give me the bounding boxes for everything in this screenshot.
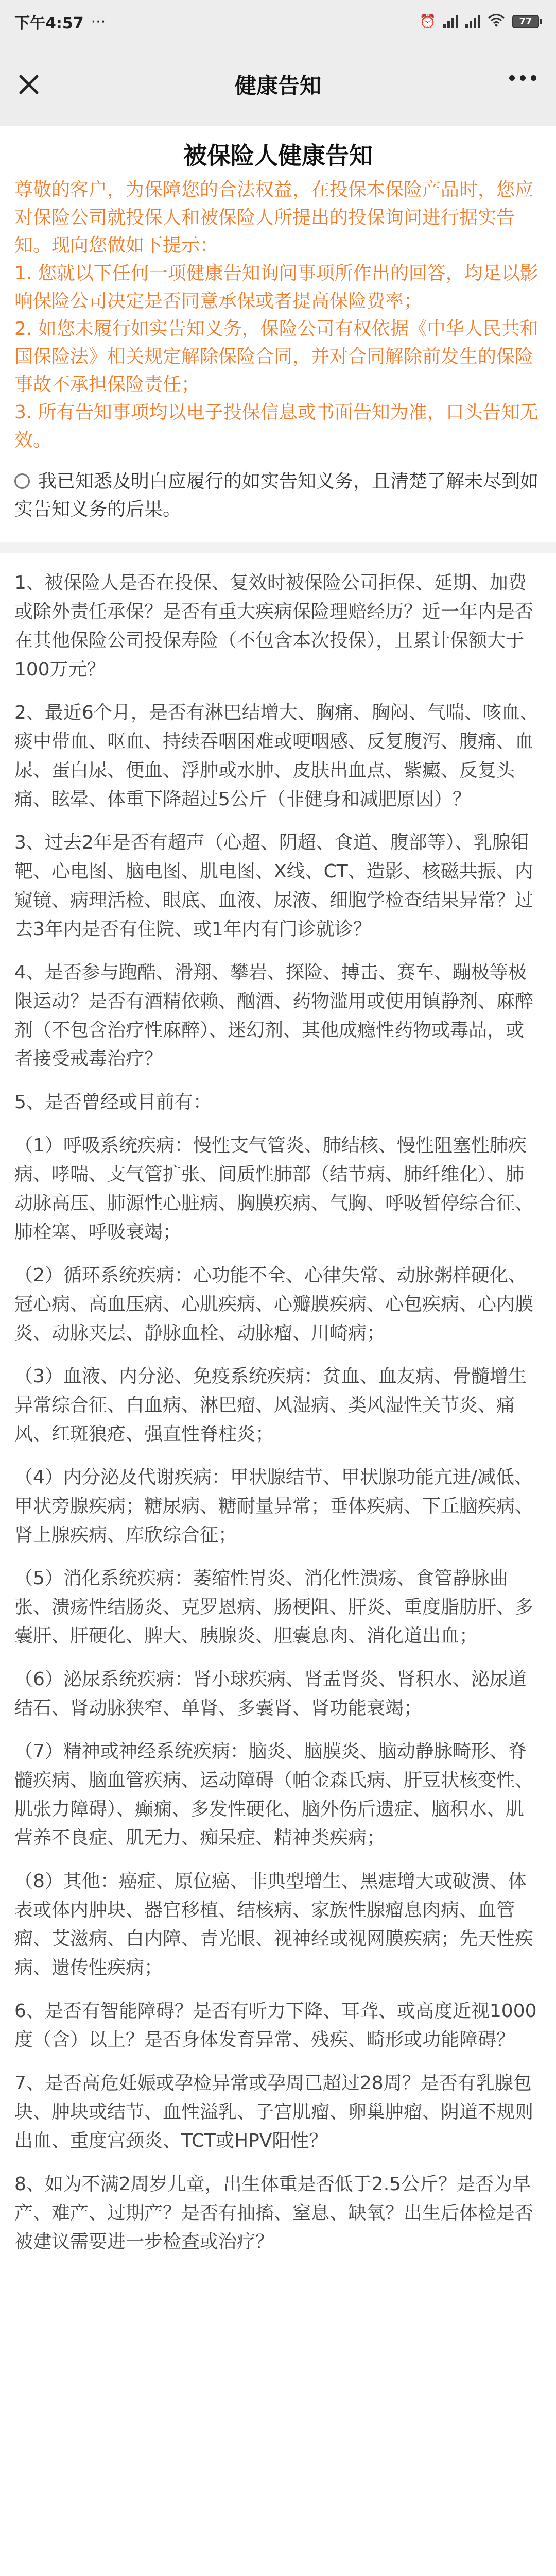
alarm-icon: ⏰ bbox=[419, 14, 436, 29]
question-item: 8、如为不满2周岁儿童，出生体重是否低于2.5公斤？是否为早产、难产、过期产？是否有抽搐、窒息、缺氧？出生后体检是否被建议需要进一步检查或治疗？ bbox=[14, 2174, 534, 2252]
nav-bar bbox=[0, 43, 556, 126]
page-title: 健康告知 bbox=[234, 73, 321, 98]
question-item: 7、是否高危妊娠或孕检异常或孕周已超过28周？是否有乳腺包块、肿块或结节、血性溢乳、子宫肌瘤、卵巢肿瘤、阴道不规则出血、重度宫颈炎、TCT或HPV阳性？ bbox=[14, 2073, 534, 2151]
divider bbox=[0, 542, 556, 553]
intro-text: 尊敬的客户，为保障您的合法权益，在投保本保险产品时，您应对保险公司就投保人和被保险人所提出的投保询问进行据实告知。现向您做如下提示： bbox=[14, 179, 534, 256]
question-item: 3、过去2年是否有超声（心超、阴超、食道、腹部等）、乳腺钼靶、心电图、脑电图、肌电图、X线、CT、造影、核磁共振、内窥镜、病理活检、眼底、血液、尿液、细胞学检查结果异常？过去3年内是否有住院、或1年内有门诊就诊？ bbox=[14, 832, 534, 940]
content-area[interactable] bbox=[0, 126, 556, 2576]
notice-1: 1. 您就以下任何一项健康告知询问事项所作出的回答，均足以影响保险公司决定是否同意承保或者提高保险费率； bbox=[14, 263, 538, 312]
battery-icon bbox=[512, 15, 542, 28]
question-item: （6）泌尿系统疾病：肾小球疾病、肾盂肾炎、肾积水、泌尿道结石、肾动脉狭窄、单肾、多囊肾、肾功能衰竭； bbox=[14, 1669, 527, 1719]
battery-level: 77 bbox=[512, 15, 539, 28]
notice-3: 3. 所有告知事项均以电子投保信息或书面告知为准，口头告知无效。 bbox=[14, 402, 538, 451]
question-item: 6、是否有智能障碍？是否有听力下降、耳聋、或高度近视1000度（含）以上？是否身体发育异常、残疾、畸形或功能障碍？ bbox=[14, 2001, 537, 2050]
question-item: 4、是否参与跑酷、滑翔、攀岩、探险、搏击、赛车、蹦极等极限运动？是否有酒精依赖、酗酒、药物滥用或使用镇静剂、麻醉剂（不包含治疗性麻醉）、迷幻剂、其他成瘾性药物或毒品，或者接受戒毒治疗？ bbox=[14, 962, 534, 1070]
question-item: （8）其他：癌症、原位癌、非典型增生、黑痣增大或破溃、体表或体内肿块、器官移植、结核病、家族性腺瘤息肉病、血管瘤、艾滋病、白内障、青光眼、视神经或视网膜疾病；先天性疾病、遗传性疾病； bbox=[14, 1871, 534, 1978]
question-item: 2、最近6个月，是否有淋巴结增大、胸痛、胸闷、气喘、咳血、痰中带血、呕血、持续吞咽困难或哽咽感、反复腹泻、腹痛、血尿、蛋白尿、便血、浮肿或水肿、皮肤出血点、紫癜、反复头痛、眩晕、体重下降超过5公斤（非健身和减肥原因）？ bbox=[14, 702, 538, 810]
question-item: （3）血液、内分泌、免疫系统疾病：贫血、血友病、骨髓增生异常综合征、白血病、淋巴瘤、风湿病、类风湿性关节炎、痛风、红斑狼疮、强直性脊柱炎； bbox=[14, 1366, 527, 1445]
more-icon[interactable] bbox=[509, 75, 536, 81]
close-icon[interactable] bbox=[13, 69, 44, 100]
radio-icon[interactable] bbox=[14, 473, 30, 489]
status-dots: ··· bbox=[91, 12, 106, 31]
notice-2: 2. 如您未履行如实告知义务，保险公司有权依据《中华人民共和国保险法》相关规定解除保险合同，并对合同解除前发生的保险事故不承担保险责任； bbox=[14, 318, 538, 395]
question-item: （2）循环系统疾病：心功能不全、心律失常、动脉粥样硬化、冠心病、高血压病、心肌疾病、心瓣膜疾病、心包疾病、心内膜炎、动脉夹层、静脉血栓、动脉瘤、川崎病； bbox=[14, 1265, 534, 1344]
question-item: （7）精神或神经系统疾病：脑炎、脑膜炎、脑动静脉畸形、脊髓疾病、脑血管疾病、运动障碍（帕金森氏病、肝豆状核变性、肌张力障碍）、癫痫、多发性硬化、脑外伤后遗症、脑积水、肌营养不良症、肌无力、痴呆症、精神类疾病； bbox=[14, 1741, 534, 1849]
question-item: 1、被保险人是否在投保、复效时被保险公司拒保、延期、加费或除外责任承保？是否有重大疾病保险理赔经历？近一年内是否在其他保险公司投保寿险（不包含本次投保），且累计保额大于100万元？ bbox=[14, 572, 534, 680]
status-icons bbox=[420, 13, 542, 30]
question-item: （5）消化系统疾病：萎缩性胃炎、消化性溃疡、食管静脉曲张、溃疡性结肠炎、克罗恩病、肠梗阻、肝炎、重度脂肪肝、多囊肝、肝硬化、脾大、胰腺炎、胆囊息肉、消化道出血； bbox=[14, 1568, 534, 1647]
confirm-checkbox[interactable] bbox=[14, 468, 542, 523]
document-title: 被保险人健康告知 bbox=[183, 142, 373, 170]
question-item: 5、是否曾经或目前有： bbox=[14, 1092, 212, 1113]
confirm-label: 我已知悉及明白应履行的如实告知义务，且清楚了解未尽到如实告知义务的后果。 bbox=[14, 471, 539, 520]
status-time: 下午4:57 bbox=[14, 14, 84, 32]
signal-icon-2 bbox=[465, 15, 480, 28]
signal-icon bbox=[443, 15, 458, 28]
status-bar bbox=[0, 0, 556, 43]
question-list bbox=[0, 553, 556, 2257]
question-item: （4）内分泌及代谢疾病：甲状腺结节、甲状腺功能亢进/减低、甲状旁腺疾病；糖尿病、糖耐量异常；垂体疾病、下丘脑疾病、肾上腺疾病、库欣综合征； bbox=[14, 1467, 534, 1546]
wifi-icon bbox=[488, 13, 505, 30]
question-item: （1）呼吸系统疾病：慢性支气管炎、肺结核、慢性阻塞性肺疾病、哮喘、支气管扩张、间质性肺部（结节病、肺纤维化）、肺动脉高压、肺源性心脏病、胸膜疾病、气胸、呼吸暂停综合征、肺栓塞、呼吸衰竭； bbox=[14, 1135, 534, 1243]
